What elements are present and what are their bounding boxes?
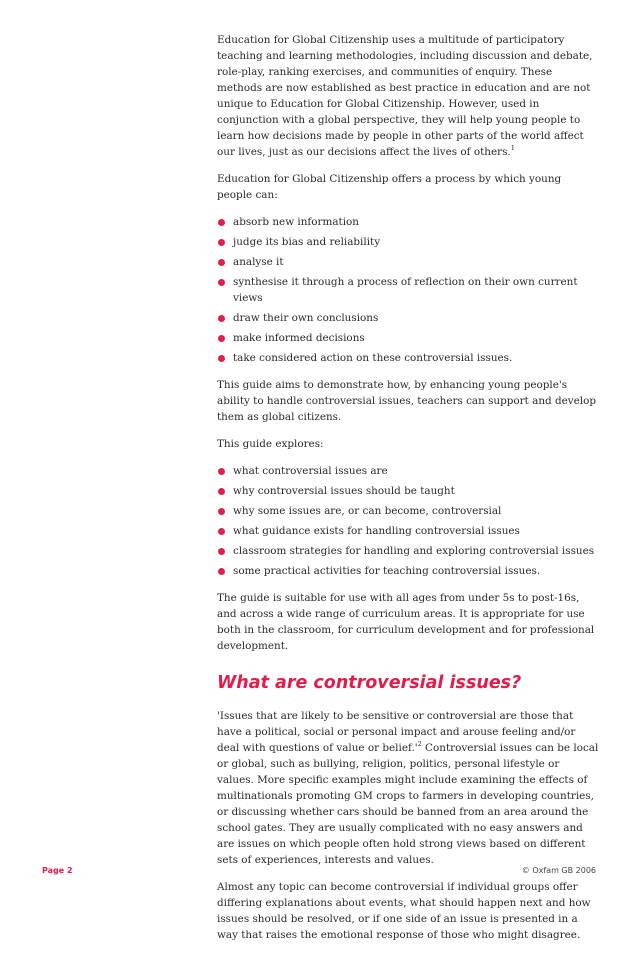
process-list: [217, 214, 599, 366]
explores-list: [217, 463, 599, 579]
list-item: absorb new information: [217, 214, 599, 230]
list-item: what controversial issues are: [217, 463, 599, 479]
page-footer: [42, 866, 596, 880]
footnote-ref-2: 2: [417, 739, 422, 748]
page-number: Page 2: [42, 866, 73, 875]
section-heading: What are controversial issues?: [217, 673, 522, 693]
closing-paragraph: Almost any topic can become controversial if individual groups offer differing explanations about events, what should happen next and how issues should be resolved, or if one side of an issue is presented in a way that raises the emotional response of those who might disagree.: [217, 881, 591, 941]
list-item: classroom strategies for handling and exploring controversial issues: [217, 543, 599, 559]
copyright-notice: © Oxfam GB 2006: [521, 866, 596, 875]
list-item: make informed decisions: [217, 330, 599, 346]
intro-text: Education for Global Citizenship uses a multitude of participatory teaching and learning methodologies, including discussion and debate, role-play, ranking exercises, and communities of enquiry. These methods are now established as best practice in education and are not unique to Education for Global Citizenship. However, used in conjunction with a global perspective, they will help young people to learn how decisions made by people in other parts of the world affect our lives, just as our decisions affect the lives of others.: [217, 34, 593, 158]
footnote-ref-1: 1: [510, 143, 515, 152]
explores-intro-paragraph: This guide explores:: [217, 438, 324, 450]
definition-paragraph: [217, 708, 599, 868]
list-item: why controversial issues should be taught: [217, 483, 599, 499]
list-item: take considered action on these controversial issues.: [217, 350, 599, 366]
suitability-paragraph: The guide is suitable for use with all ages from under 5s to post-16s, and across a wide range of curriculum areas. It is appropriate for use both in the classroom, for curriculum development and for professional development.: [217, 592, 595, 652]
definition-quote: 'Issues that are likely to be sensitive or controversial are those that have a political, social or personal impact and arouse feeling and/or deal with questions of value or belief.': [217, 710, 576, 754]
list-item: draw their own conclusions: [217, 310, 599, 326]
intro-paragraph: [217, 32, 599, 160]
definition-text: Controversial issues can be local or global, such as bullying, religion, politics, personal lifestyle or values. More specific examples might include examining the effects of multinationals promoting GM crops to farmers in developing countries, or discussing whether cars should be banned from an area around the school gates. They are usually complicated with no easy answers and are issues on which people often hold strong views based on different sets of experiences, interests and values.: [217, 742, 599, 866]
list-item: synthesise it through a process of reflection on their own current views: [217, 274, 599, 306]
list-item: judge its bias and reliability: [217, 234, 599, 250]
main-text-column: [217, 32, 599, 954]
aims-paragraph: This guide aims to demonstrate how, by enhancing young people's ability to handle controversial issues, teachers can support and develop them as global citizens.: [217, 379, 597, 423]
process-intro-paragraph: Education for Global Citizenship offers a process by which young people can:: [217, 173, 562, 201]
list-item: some practical activities for teaching controversial issues.: [217, 563, 599, 579]
list-item: what guidance exists for handling controversial issues: [217, 523, 599, 539]
list-item: analyse it: [217, 254, 599, 270]
list-item: why some issues are, or can become, controversial: [217, 503, 599, 519]
